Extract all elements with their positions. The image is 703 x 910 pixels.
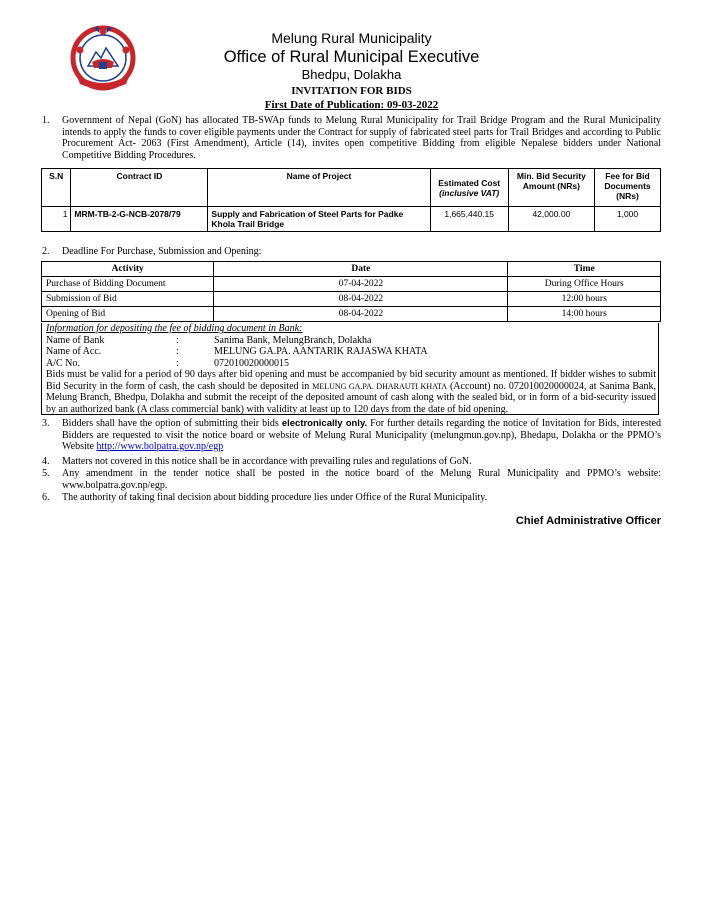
cell-activity: Opening of Bid bbox=[42, 307, 214, 322]
office-location: Bhedpu, Dolakha bbox=[301, 67, 402, 82]
table-row bbox=[42, 207, 661, 232]
municipality-name: Melung Rural Municipality bbox=[271, 30, 432, 46]
cell-project: Supply and Fabrication of Steel Parts for Padke Khola Trail Bridge bbox=[208, 207, 430, 232]
cell-activity: Purchase of Bidding Document bbox=[42, 277, 214, 292]
contract-table bbox=[41, 168, 661, 232]
bank-row bbox=[46, 346, 656, 358]
notice-title: INVITATION FOR BIDS bbox=[291, 85, 412, 97]
para-text: (Account) no. 072010020000024, at Sanima Bank, Melung Branch, Bhedpu, Dolakha and submit the receipt of the deposited amount of cash along with the sealed bid, or in form of a bid-security issued by an authorized bank (A class commercial bank) with validity at least up to 120 days from the date of bid opening. bbox=[46, 380, 656, 415]
item-text: Deadline For Purchase, Submission and Opening: bbox=[62, 246, 262, 257]
bank-colon: : bbox=[176, 357, 179, 369]
bid-security-paragraph bbox=[46, 369, 656, 415]
cell-activity: Submission of Bid bbox=[42, 292, 214, 307]
header-time: Time bbox=[508, 262, 661, 277]
cell-fee: 1,000 bbox=[595, 207, 661, 232]
header-cost bbox=[430, 169, 508, 207]
item-text-bold: electronically only. bbox=[281, 418, 368, 429]
para-caps: MELUNG GA.PA. DHARAUTI KHATA bbox=[312, 381, 448, 391]
cell-time: 12:00 hours bbox=[508, 292, 661, 307]
bank-label: Name of Bank bbox=[46, 334, 105, 346]
item-text: The authority of taking final decision about bidding procedure lies under Office of the Rural Municipality. bbox=[62, 492, 488, 503]
bank-info-title: Information for depositing the fee of bidding document in Bank: bbox=[46, 323, 303, 334]
header-cost-note: (inclusive VAT) bbox=[439, 187, 500, 198]
bank-info-box bbox=[41, 323, 659, 415]
item-number: 4. bbox=[42, 456, 50, 467]
publication-date: First Date of Publication: 09-03-2022 bbox=[264, 99, 439, 111]
cell-cost: 1,665,440.15 bbox=[430, 207, 508, 232]
header-security: Min. Bid Security Amount (NRs) bbox=[508, 169, 594, 207]
deadline-table bbox=[41, 261, 661, 322]
item-text bbox=[62, 418, 661, 453]
cell-contract-id: MRM-TB-2-G-NCB-2078/79 bbox=[71, 207, 208, 232]
bolpatra-link[interactable]: http://www.bolpatra.gov.np/egp bbox=[96, 441, 224, 452]
item-text: Matters not covered in this notice shall be in accordance with prevailing rules and regulations of GoN. bbox=[62, 456, 472, 467]
signature-title: Chief Administrative Officer bbox=[515, 515, 661, 527]
bank-colon: : bbox=[176, 346, 179, 357]
notice-header bbox=[0, 30, 703, 112]
bank-label: A/C No. bbox=[46, 357, 80, 369]
item-text-part: For further details regarding the notice of Invitation for Bids, interested Bidders are requested to visit the notice board or website of Melung Rural Municipality (melungmun.gov.np), Bhedapu, Dolakha or the PPMO’s Website bbox=[62, 418, 661, 452]
bank-colon: : bbox=[176, 334, 179, 346]
item-text: Any amendment in the tender notice shall be posted in the notice board of the Melung Rural Municipality and PPMO’s website: www.bolpatra.gov.np/egp. bbox=[62, 468, 661, 491]
header-sn: S.N bbox=[42, 169, 71, 207]
bank-value: Sanima Bank, MelungBranch, Dolakha bbox=[214, 334, 372, 346]
para-text: Bids must be valid for a period of 90 days after bid opening and must be accompanied by bid security amount as mentioned. If bidder wishes to submit Bid Security in the form of cash, the cash should be deposited in bbox=[46, 369, 656, 392]
cell-date: 08-04-2022 bbox=[214, 307, 508, 322]
office-name: Office of Rural Municipal Executive bbox=[223, 48, 480, 66]
cell-date: 08-04-2022 bbox=[214, 292, 508, 307]
cell-time: 14:00 hours bbox=[508, 307, 661, 322]
bank-value: 072010020000015 bbox=[214, 357, 289, 369]
item-number: 2. bbox=[42, 246, 50, 257]
header-cost-label: Estimated Cost bbox=[438, 177, 501, 188]
item-text-part: Bidders shall have the option of submitting their bids bbox=[62, 418, 282, 429]
table-row bbox=[42, 307, 661, 322]
table-header-row bbox=[42, 262, 661, 277]
header-project: Name of Project bbox=[208, 169, 430, 207]
bank-row bbox=[46, 358, 656, 370]
table-row bbox=[42, 277, 661, 292]
table-header-row bbox=[42, 169, 661, 207]
item-text: Government of Nepal (GoN) has allocated TB-SWAp funds to Melung Rural Municipality for Trail Bridge Program and the Rural Municipality intends to apply the funds to cover eligible payments under the Contract for supply of fabricated steel parts for Trail Bridges and according to Public Procurement Act- 2063 (First Amendment), Article (14), invites open competitive Bidding from eligible Nepalese bidders under National Competitive Bidding Procedures. bbox=[62, 115, 661, 161]
item-number: 3. bbox=[42, 418, 50, 429]
bank-row bbox=[46, 335, 656, 347]
item-number: 5. bbox=[42, 468, 50, 479]
header-fee: Fee for Bid Documents (NRs) bbox=[595, 169, 661, 207]
cell-date: 07-04-2022 bbox=[214, 277, 508, 292]
cell-time: During Office Hours bbox=[508, 277, 661, 292]
bank-label: Name of Acc. bbox=[46, 346, 102, 357]
cell-security: 42,000.00 bbox=[508, 207, 594, 232]
item-number: 6. bbox=[42, 492, 50, 503]
header-activity: Activity bbox=[42, 262, 214, 277]
header-contract-id: Contract ID bbox=[71, 169, 208, 207]
cell-sn: 1 bbox=[42, 207, 71, 232]
item-number: 1. bbox=[42, 115, 50, 126]
table-row bbox=[42, 292, 661, 307]
header-date: Date bbox=[214, 262, 508, 277]
bank-value: MELUNG GA.PA. AANTARIK RAJASWA KHATA bbox=[214, 346, 428, 357]
